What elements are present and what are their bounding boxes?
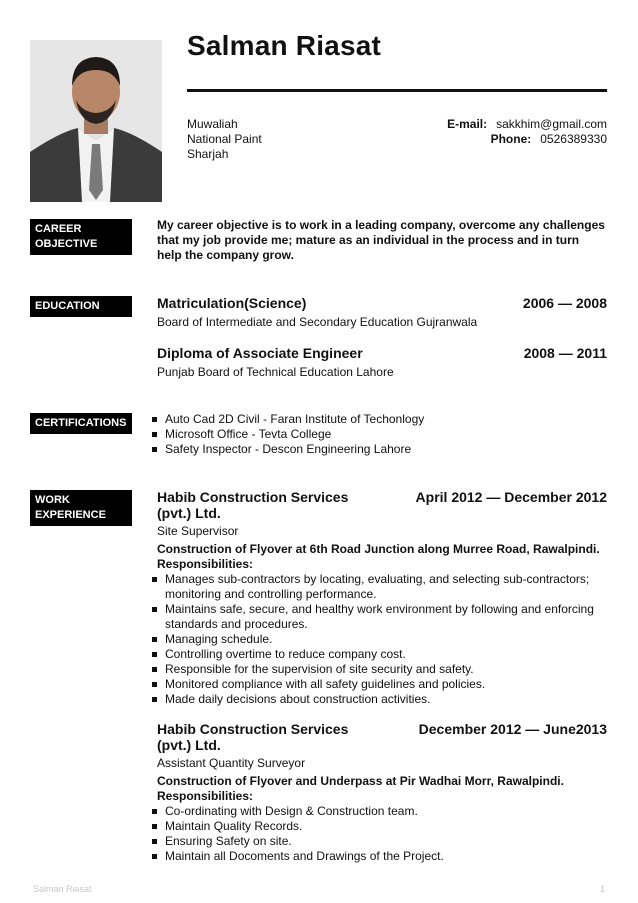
- education-entry-header: [157, 345, 607, 361]
- education-years: 2006 — 2008: [522, 295, 607, 311]
- section-label: EDUCATION: [35, 300, 100, 312]
- section-certifications: [30, 413, 132, 434]
- education-entry-header: [157, 295, 607, 311]
- job-project: Construction of Flyover at 6th Road Junction along Murree Road, Rawalpindi.: [157, 542, 600, 556]
- footer-name: Salman Riasat: [33, 884, 92, 894]
- job-dates: December 2012 — June2013: [418, 721, 607, 737]
- company-line: (pvt.) Ltd.: [157, 505, 221, 521]
- responsibilities-list: [151, 572, 607, 707]
- job-company: [157, 721, 348, 753]
- list-item: Co-ordinating with Design & Construction team.: [151, 804, 607, 819]
- list-item: Auto Cad 2D Civil - Faran Institute of Techonlogy: [151, 412, 607, 427]
- education-institution: Board of Intermediate and Secondary Education Gujranwala: [157, 315, 478, 329]
- education-years: 2008 — 2011: [523, 345, 607, 361]
- company-line: (pvt.) Ltd.: [157, 737, 221, 753]
- section-label: CERTIFICATIONS: [35, 417, 127, 429]
- education-title: Diploma of Associate Engineer: [157, 345, 363, 361]
- address-line: Sharjah: [187, 147, 229, 161]
- profile-photo: [30, 40, 162, 202]
- list-item: Microsoft Office - Tevta College: [151, 427, 607, 442]
- section-label: EXPERIENCE: [35, 509, 106, 521]
- list-item: Managing schedule.: [151, 632, 607, 647]
- email-label: E-mail:: [447, 117, 488, 131]
- objective-text: My career objective is to work in a leading company, overcome any challenges that my job provide me; mature as an individual in the process and in turn help the company grow.: [157, 218, 605, 262]
- job-role: Site Supervisor: [157, 524, 239, 538]
- section-education: [30, 296, 132, 317]
- list-item: Monitored compliance with all safety guidelines and policies.: [151, 677, 607, 692]
- list-item: Maintain all Docoments and Drawings of the Project.: [151, 849, 607, 864]
- section-label: CAREER: [35, 223, 82, 235]
- section-work-experience: [30, 490, 132, 526]
- job-role: Assistant Quantity Surveyor: [157, 756, 306, 770]
- address-line: National Paint: [187, 132, 262, 146]
- section-label: WORK: [35, 494, 70, 506]
- company-line: Habib Construction Services: [157, 489, 349, 505]
- header-rule: [187, 89, 607, 92]
- education-title: Matriculation(Science): [157, 295, 307, 311]
- phone-value: 0526389330: [540, 132, 607, 146]
- job-project: Construction of Flyover and Underpass at Pir Wadhai Morr, Rawalpindi.: [157, 774, 564, 788]
- responsibilities-label: Responsibilities:: [157, 557, 254, 571]
- section-label: OBJECTIVE: [35, 238, 98, 250]
- responsibilities-list: [151, 804, 607, 864]
- job-header: [157, 489, 607, 521]
- address-block: [187, 117, 262, 162]
- list-item: Controlling overtime to reduce company cost.: [151, 647, 607, 662]
- list-item: Maintains safe, secure, and healthy work environment by following and enforcing standards and procedures.: [151, 602, 607, 632]
- section-career-objective: [30, 219, 132, 255]
- company-line: Habib Construction Services: [157, 721, 349, 737]
- list-item: Ensuring Safety on site.: [151, 834, 607, 849]
- email-value[interactable]: sakkhim@gmail.com: [496, 117, 607, 131]
- job-company: [157, 489, 348, 521]
- list-item: Safety Inspector - Descon Engineering Lahore: [151, 442, 607, 457]
- page-number: 1: [599, 884, 605, 894]
- job-header: [157, 721, 607, 753]
- responsibilities-label: Responsibilities:: [157, 789, 254, 803]
- candidate-name: Salman Riasat: [187, 30, 382, 61]
- list-item: Maintain Quality Records.: [151, 819, 607, 834]
- phone-label: Phone:: [490, 132, 532, 146]
- contact-block: [447, 117, 607, 147]
- education-institution: Punjab Board of Technical Education Lahore: [157, 365, 394, 379]
- list-item: Responsible for the supervision of site security and safety.: [151, 662, 607, 677]
- address-line: Muwaliah: [187, 117, 238, 131]
- list-item: Made daily decisions about construction activities.: [151, 692, 607, 707]
- certifications-list: [151, 412, 607, 457]
- phone-row: [447, 132, 607, 147]
- job-dates: April 2012 — December 2012: [415, 489, 607, 505]
- email-row: [447, 117, 607, 132]
- list-item: Manages sub-contractors by locating, evaluating, and selecting sub-contractors; monitoring and controlling performance.: [151, 572, 607, 602]
